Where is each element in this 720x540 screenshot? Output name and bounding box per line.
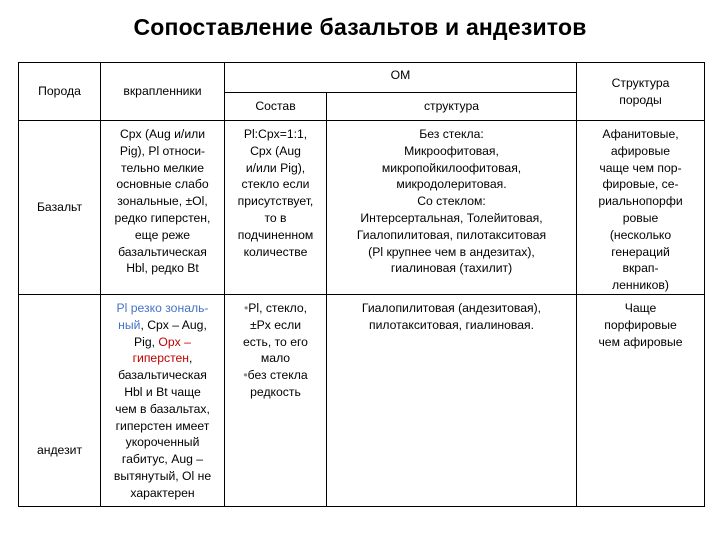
phenocrysts-andesite [101,295,225,507]
phenocrysts-andesite-text-2: , базальтическая Hbl и Bt чаще чем в базальтах, гиперстен имеет укороченный габитус, Aug – вытянутый, Ol не характерен [113,351,212,500]
composition-andesite-item-1: Pl, стекло, ±Px если есть, то его мало [243,301,308,366]
phenocrysts-andesite-text-1: , Cpx – Aug, Pig, [134,317,207,349]
table-row-basalt [19,121,705,295]
table-row-andesite [19,295,705,507]
rock-name-andesite: андезит [19,295,101,507]
header-phenocrysts: вкрапленники [101,63,225,121]
phenocrysts-andesite-opx-highlight: Opx – гиперстен [132,334,191,366]
composition-andesite-item-2: без стекла редкость [247,368,308,399]
rock-structure-andesite: Чаще порфировые чем афировые [577,295,705,507]
header-rock-structure: Структура породы [577,63,705,121]
bullet-icon: • [243,301,249,315]
rock-structure-basalt: Афанитовые, афировые чаще чем пор- фировые, се- риальнопорфи ровые (несколько генераций вкрап- ленников) [577,121,705,295]
structure-basalt: Без стекла: Микроофитовая, микропойкилоофитовая, микродолеритовая. Со стеклом: Интерсертальная, Толейитовая, Гиалопилитовая, пилотакситовая (Pl крупнее чем в андезитах), гиалиновая (тахилит) [327,121,577,295]
comparison-table [18,62,705,507]
header-structure: структура [327,93,577,121]
header-composition: Состав [225,93,327,121]
composition-andesite [225,295,327,507]
phenocrysts-andesite-pl-highlight: Pl резко зональ- ный [116,301,209,332]
bullet-icon: • [243,368,248,383]
rock-name-basalt: Базальт [19,121,101,295]
header-rock: Порода [19,63,101,121]
page-title: Сопоставление базальтов и андезитов [133,14,587,40]
phenocrysts-basalt: Cpx (Aug и/или Pig), Pl относи- тельно мелкие основные слабо зональные, ±Ol, редко гиперстен, еще реже базальтическая Hbl, редко Bt [101,121,225,295]
header-groundmass: ОМ [225,63,577,93]
composition-basalt: Pl:Cpx=1:1, Cpx (Aug и/или Pig), стекло если присутствует, то в подчиненном количестве [225,121,327,295]
structure-andesite: Гиалопилитовая (андезитовая), пилотакситовая, гиалиновая. [327,295,577,507]
